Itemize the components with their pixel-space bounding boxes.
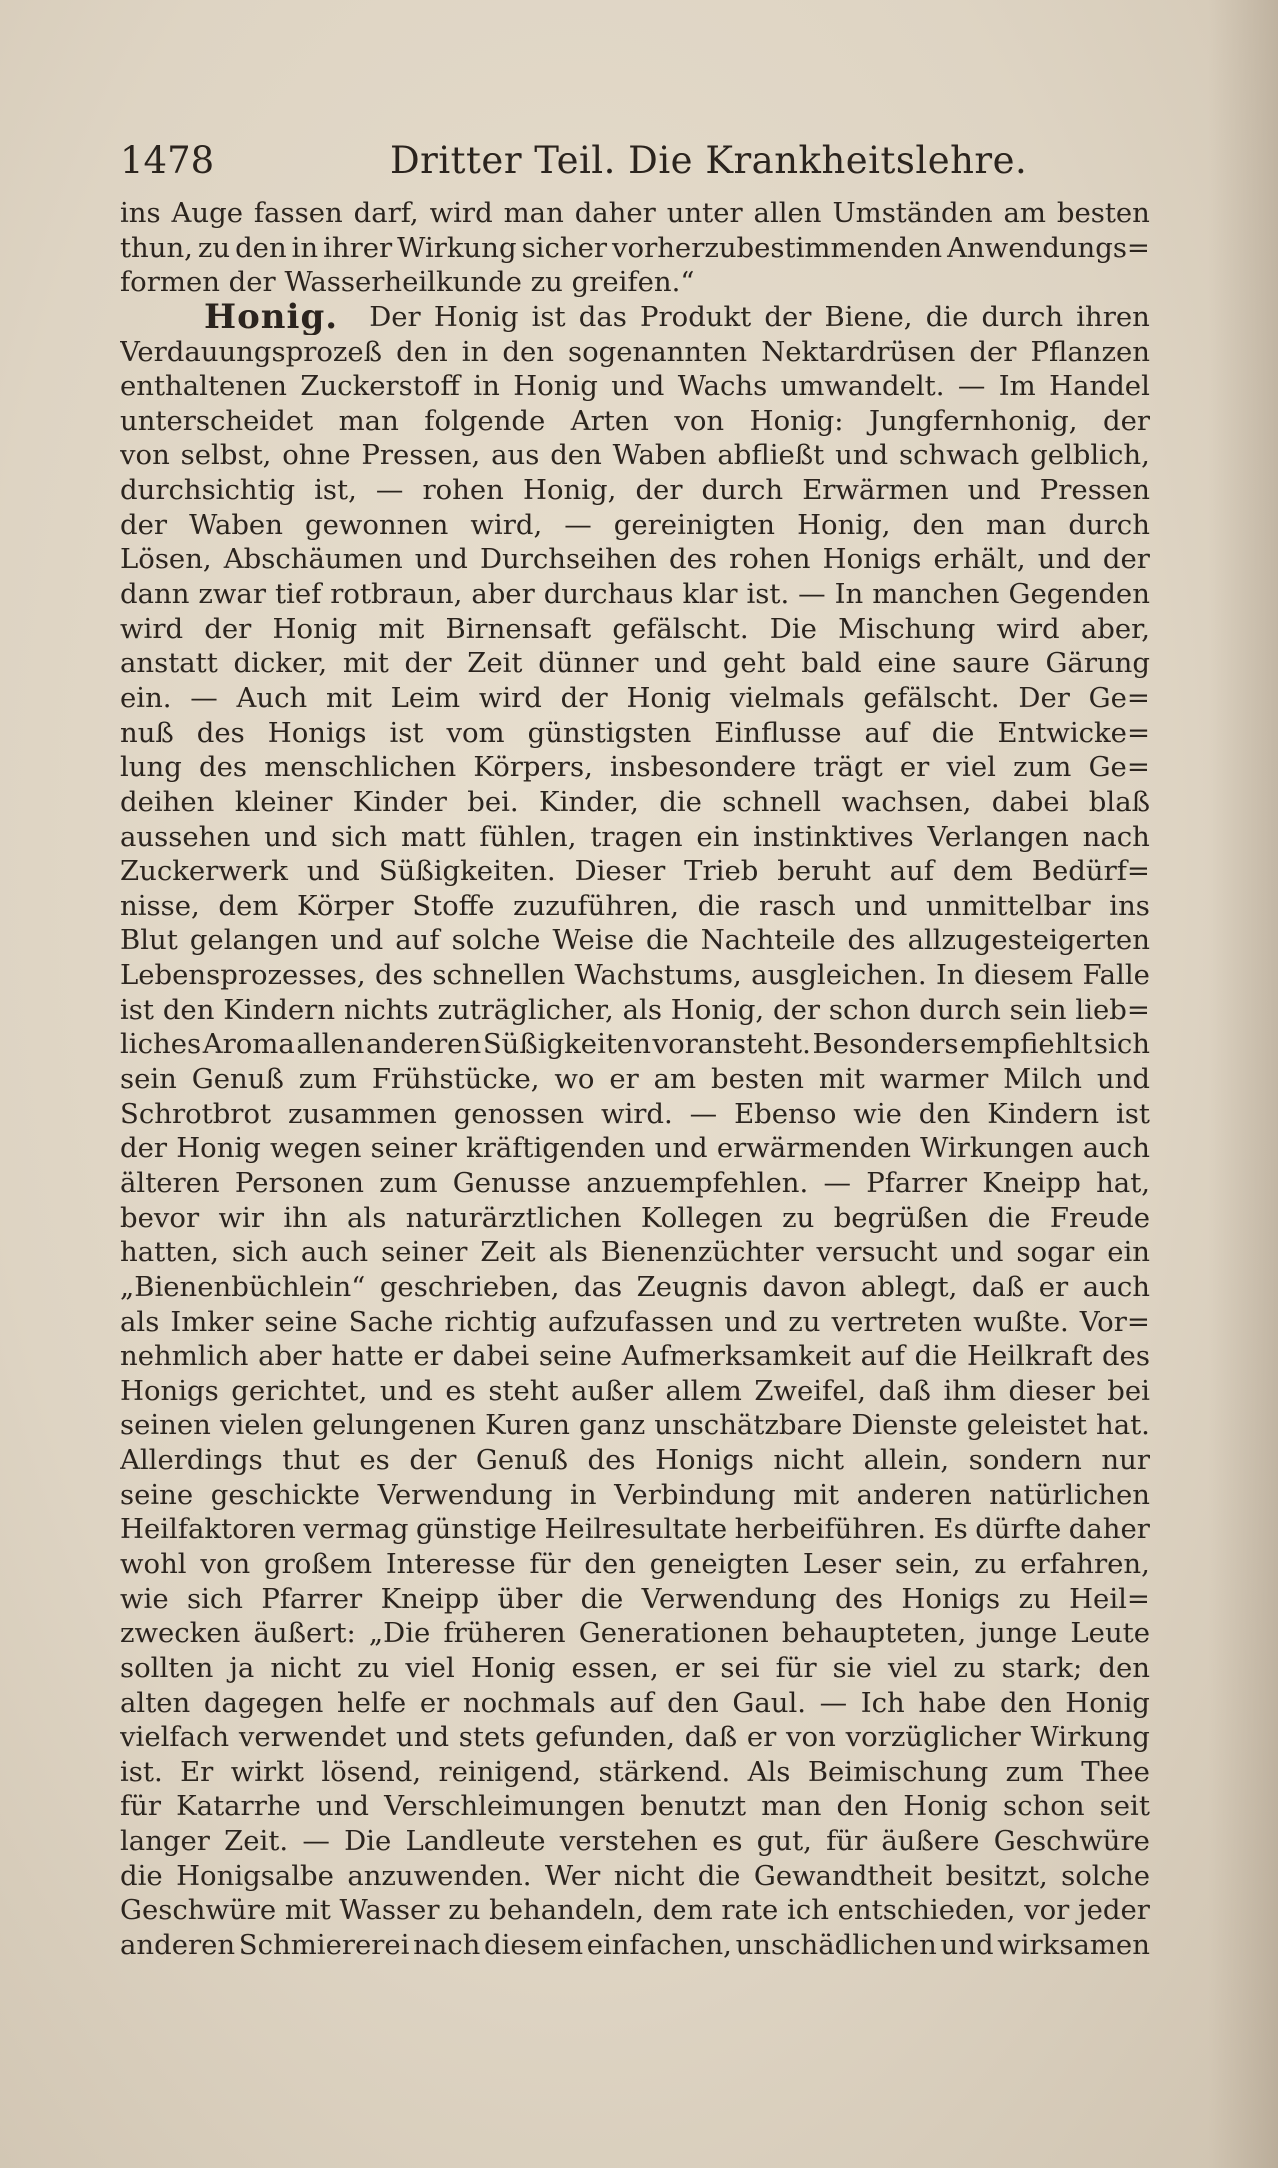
text-line: Honig. Der Honig ist das Produkt der Biene, die durch ihren: [204, 299, 1150, 335]
text-line: anderen Schmiererei nach diesem einfachen, unschädlichen und wirksamen: [120, 1929, 1150, 1962]
text-line: Lösen, Abschäumen und Durchseihen des rohen Honigs erhält, und der: [120, 543, 1150, 576]
text-line: seinen vielen gelungenen Kuren ganz unschätzbare Dienste geleistet hat.: [120, 1409, 1150, 1442]
text-line: liches Aroma allen anderen Süßigkeiten voransteht. Besonders empfiehlt sich: [120, 1028, 1150, 1061]
text-line: von selbst, ohne Pressen, aus den Waben abfließt und schwach gelblich,: [120, 439, 1150, 472]
text-line: „Bienenbüchlein“ geschrieben, das Zeugnis davon ablegt, daß er auch: [120, 1270, 1150, 1303]
text-line: nehmlich aber hatte er dabei seine Aufmerksamkeit auf die Heilkraft des: [120, 1340, 1150, 1373]
text-line: lung des menschlichen Körpers, insbesondere trägt er viel zum Ge=: [120, 751, 1150, 784]
text-line: sein Genuß zum Frühstücke, wo er am besten mit warmer Milch und: [120, 1063, 1150, 1096]
running-head: Dritter Teil. Die Krankheitslehre.: [390, 139, 1028, 182]
text-line: nisse, dem Körper Stoffe zuzuführen, die rasch und unmittelbar ins: [120, 889, 1150, 922]
text-line: für Katarrhe und Verschleimungen benutzt man den Honig schon seit: [120, 1790, 1150, 1823]
text-line: bevor wir ihn als naturärztlichen Kollegen zu begrüßen die Freude: [120, 1201, 1150, 1234]
text-line: ist. Er wirkt lösend, reinigend, stärkend. Als Beimischung zum Thee: [120, 1755, 1150, 1788]
page-header: [120, 133, 1150, 189]
page-edge-shadow: [1208, 0, 1278, 2168]
text-line: vielfach verwendet und stets gefunden, daß er von vorzüglicher Wirkung: [120, 1721, 1150, 1754]
text-line: Honigs gerichtet, und es steht außer allem Zweifel, daß ihm dieser bei: [120, 1374, 1150, 1407]
text-line: ein. — Auch mit Leim wird der Honig vielmals gefälscht. Der Ge=: [120, 681, 1150, 714]
text-line: Geschwüre mit Wasser zu behandeln, dem rate ich entschieden, vor jeder: [120, 1894, 1150, 1927]
text-line: zwecken äußert: „Die früheren Generationen behaupteten, junge Leute: [120, 1617, 1150, 1650]
text-line: wohl von großem Interesse für den geneigten Leser sein, zu erfahren,: [120, 1547, 1150, 1580]
text-line: wie sich Pfarrer Kneipp über die Verwendung des Honigs zu Heil=: [120, 1582, 1150, 1615]
text-line: anstatt dicker, mit der Zeit dünner und geht bald eine saure Gärung: [120, 647, 1150, 680]
text-line: sollten ja nicht zu viel Honig essen, er sei für sie viel zu stark; den: [120, 1651, 1150, 1684]
text-line: deihen kleiner Kinder bei. Kinder, die schnell wachsen, dabei blaß: [120, 785, 1150, 818]
text-line: als Imker seine Sache richtig aufzufassen und zu vertreten wußte. Vor=: [120, 1305, 1150, 1338]
text-line: der Honig wegen seiner kräftigenden und erwärmenden Wirkungen auch: [120, 1132, 1150, 1165]
text-line: hatten, sich auch seiner Zeit als Bienenzüchter versucht und sogar ein: [120, 1236, 1150, 1269]
page-number: 1478: [120, 139, 215, 182]
text-line: langer Zeit. — Die Landleute verstehen es gut, für äußere Geschwüre: [120, 1825, 1150, 1858]
text-line: ins Auge fassen darf, wird man daher unter allen Umständen am besten: [120, 197, 1150, 229]
text-line: durchsichtig ist, — rohen Honig, der durch Erwärmen und Pressen: [120, 474, 1150, 507]
text-line: formen der Wasserheilkunde zu greifen.“: [120, 266, 695, 299]
text-line: alten dagegen helfe er nochmals auf den Gaul. — Ich habe den Honig: [120, 1686, 1150, 1719]
text-line: ist den Kindern nichts zuträglicher, als Honig, der schon durch sein lieb=: [120, 993, 1150, 1026]
body-text: [120, 196, 1150, 1963]
text-line: Lebensprozesses, des schnellen Wachstums, ausgleichen. In diesem Falle: [120, 959, 1150, 992]
text-line: der Waben gewonnen wird, — gereinigten Honig, den man durch: [120, 508, 1150, 541]
text-line: Allerdings thut es der Genuß des Honigs nicht allein, sondern nur: [120, 1444, 1150, 1477]
text-line: aussehen und sich matt fühlen, tragen ein instinktives Verlangen nach: [120, 820, 1150, 853]
text-line: unterscheidet man folgende Arten von Honig: Jungfernhonig, der: [120, 404, 1150, 437]
text-line: Verdauungsprozeß den in den sogenannten Nektardrüsen der Pflanzen: [120, 335, 1150, 368]
text-line: Schrotbrot zusammen genossen wird. — Ebenso wie den Kindern ist: [120, 1097, 1150, 1130]
text-line: nuß des Honigs ist vom günstigsten Einflusse auf die Entwicke=: [120, 716, 1150, 749]
text-line: enthaltenen Zuckerstoff in Honig und Wachs umwandelt. — Im Handel: [120, 370, 1150, 403]
text-line: Zuckerwerk und Süßigkeiten. Dieser Trieb beruht auf dem Bedürf=: [120, 855, 1150, 888]
text-line: Blut gelangen und auf solche Weise die Nachteile des allzugesteigerten: [120, 924, 1150, 957]
text-line: wird der Honig mit Birnensaft gefälscht. Die Mischung wird aber,: [120, 612, 1150, 645]
text-line: dann zwar tief rotbraun, aber durchaus klar ist. — In manchen Gegenden: [120, 578, 1150, 611]
text-line: Heilfaktoren vermag günstige Heilresultate herbeiführen. Es dürfte daher: [120, 1513, 1150, 1546]
text-line: thun, zu den in ihrer Wirkung sicher vorherzubestimmenden Anwendungs=: [120, 231, 1150, 264]
text-line: die Honigsalbe anzuwenden. Wer nicht die Gewandtheit besitzt, solche: [120, 1859, 1150, 1892]
text-line: älteren Personen zum Genusse anzuempfehlen. — Pfarrer Kneipp hat,: [120, 1166, 1150, 1199]
text-line: seine geschickte Verwendung in Verbindung mit anderen natürlichen: [120, 1478, 1150, 1511]
entry-keyword: Honig.: [204, 299, 339, 335]
